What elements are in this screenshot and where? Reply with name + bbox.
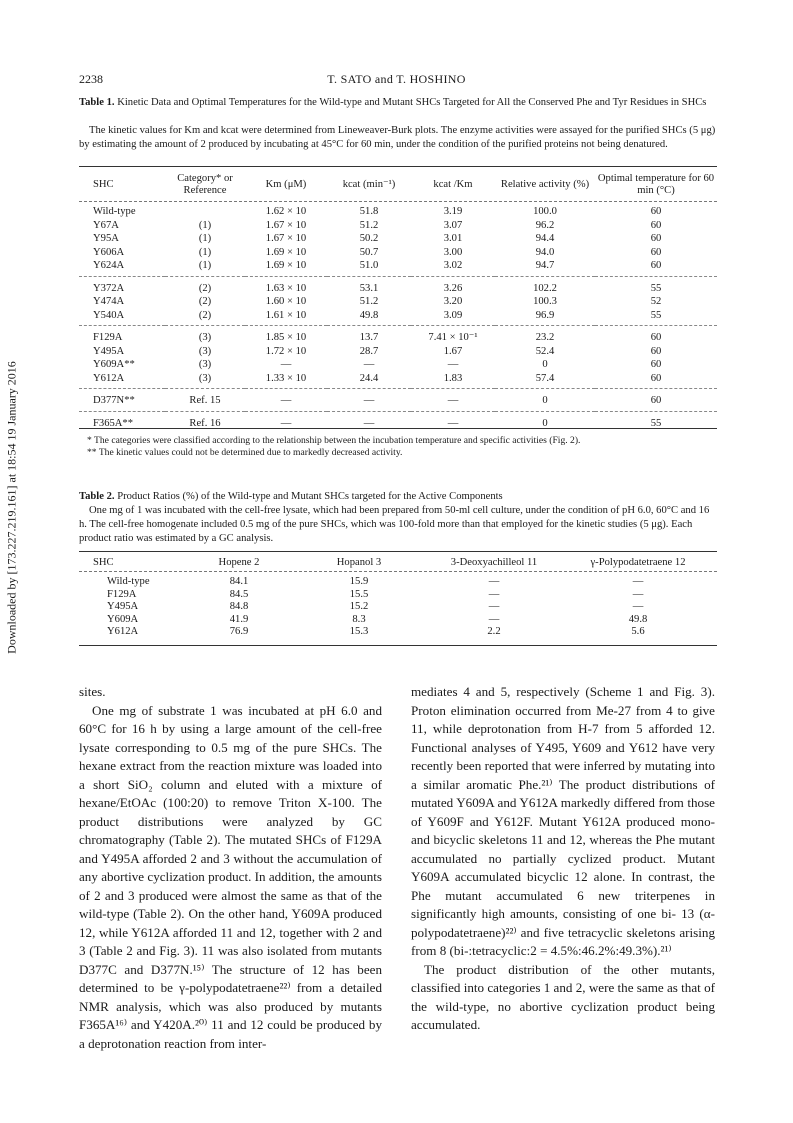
body-paragraph: The product distribution of the other mutants, classified into categories 1 and 2, were the same as that of the wild-type, no abortive cyclization product being accumulated.: [411, 961, 715, 1032]
table2-cell: 49.8: [628, 613, 648, 625]
table1-cell: —: [447, 359, 459, 370]
table1-cell: (3): [198, 359, 212, 370]
table1-cell: 7.41 × 10⁻¹: [428, 332, 478, 343]
table1-cell: 51.2: [359, 296, 379, 307]
table2-row: [79, 626, 717, 639]
table2-caption: [79, 490, 719, 504]
table1-header-cell: kcat (min⁻¹): [342, 179, 396, 190]
table1-cell: 28.7: [359, 345, 379, 357]
table2-cell: —: [488, 588, 500, 600]
table2-row: [79, 589, 717, 602]
table1-cell: 50.7: [359, 246, 379, 258]
table1-header-cell: Km (μM): [265, 179, 307, 190]
table2-cell: 15.2: [349, 601, 369, 612]
table1-cell: 60: [650, 246, 662, 258]
table2-label: Table 2.: [79, 491, 115, 502]
table1-cell: 96.9: [495, 309, 595, 326]
table1-cell: 60: [650, 345, 662, 357]
table2-cell: —: [488, 576, 500, 587]
table1-note: The kinetic values for Km and kcat were determined from Lineweaver-Burk plots. The enzyme activities were assayed for the purified SHCs (5 μg) by estimating the amount of 2 produced by incubating at 45°C for 60 min, under the condition of the purified proteins not being denatured.: [79, 125, 716, 150]
table1-cell: 1.63 × 10: [265, 282, 307, 294]
table1-bottom-rule: [79, 428, 717, 429]
table1-cell: 94.7: [495, 259, 595, 276]
table2-row: [79, 601, 717, 614]
table1-cell: —: [245, 389, 327, 412]
table1-cell: 0: [542, 359, 548, 370]
table1-cell: Y624A: [79, 259, 165, 276]
table1-header-cell: Relative activity (%): [500, 179, 590, 190]
table1-cell: —: [363, 417, 375, 429]
table2-row: [79, 571, 717, 589]
table1-header-cell: kcat /Km: [433, 179, 473, 190]
table1-cell: 51.8: [359, 206, 379, 217]
table1-cell: Ref. 16: [189, 417, 221, 429]
table1-cell: Y474A: [93, 296, 125, 307]
table2-cell: Y612A: [107, 626, 139, 637]
table2-cell: —: [488, 601, 500, 612]
table1-row: [79, 389, 717, 412]
table2-row: [79, 614, 717, 627]
right-column: [411, 683, 715, 1035]
table1-cell: 55: [595, 309, 717, 326]
table1-cell: 100.0: [533, 206, 557, 217]
table1-cell: 1.61 × 10: [245, 309, 327, 326]
table1-cell: 60: [650, 359, 662, 370]
table1-cell: (1): [198, 233, 212, 244]
table1-cell: 52.4: [535, 345, 555, 357]
table1-cell: 49.8: [327, 309, 411, 326]
table1-cell: 3.00: [443, 246, 463, 258]
table1-cell: 3.26: [443, 282, 463, 294]
table1-top-rule: [79, 166, 717, 167]
table1-cell: 1.72 × 10: [265, 345, 307, 357]
table2-cell: —: [632, 601, 644, 612]
table1-cell: 1.67 × 10: [265, 219, 307, 231]
table1-row: [79, 345, 717, 359]
table1-cell: 3.01: [443, 233, 463, 244]
table1-cell: —: [327, 389, 411, 412]
table1-cell: 60: [650, 332, 662, 343]
table1-cell: 1.69 × 10: [265, 246, 307, 258]
table1-cell: 60: [595, 259, 717, 276]
table1-cell: 13.7: [359, 332, 379, 343]
table1-cell: (3): [165, 372, 245, 389]
table1-cell: (2): [198, 282, 212, 294]
table1-header-cell: Category* or Reference: [177, 173, 233, 196]
table1-cell: 24.4: [327, 372, 411, 389]
table1-cell: 1.62 × 10: [265, 206, 307, 217]
table1-row: [79, 200, 717, 219]
table1-cell: (1): [198, 246, 212, 258]
table1-cell: D377N**: [79, 389, 165, 412]
table2-cell: 76.9: [229, 626, 249, 637]
table1-cell: F365A**: [93, 417, 134, 429]
table2-cell: 84.1: [229, 576, 249, 587]
table1-cell: 3.07: [443, 219, 463, 231]
table2-cell: —: [632, 576, 644, 587]
table1-cell: 60: [595, 372, 717, 389]
table1-cell: 1.85 × 10: [265, 332, 307, 343]
table1-cell: 50.2: [359, 233, 379, 244]
table1-cell: —: [280, 417, 292, 429]
table1-row: [79, 246, 717, 260]
table1-row: [79, 372, 717, 389]
table1-row: [79, 259, 717, 276]
table1-cell: Y606A: [93, 246, 125, 258]
table1-cell: Y609A**: [93, 359, 135, 370]
table1-cell: Y540A: [79, 309, 165, 326]
table1-row: [79, 295, 717, 309]
table1-label: Table 1.: [79, 97, 115, 108]
table1-cell: 1.83: [411, 372, 495, 389]
table1-cell: (1): [198, 219, 212, 231]
table1-cell: 94.4: [535, 233, 555, 244]
table1-cell: (3): [198, 332, 212, 343]
table1-footnote-1: * The categories were classified according to the relationship between the incubation temperature and specific activities (Fig. 2).: [87, 435, 581, 446]
table2: [79, 555, 717, 639]
table2-cell: 8.3: [352, 613, 366, 625]
table1-cell: 60: [595, 389, 717, 412]
running-head: T. SATO and T. HOSHINO: [327, 72, 466, 86]
table1-cell: 94.0: [535, 246, 555, 258]
table1-row: [79, 276, 717, 295]
table2-header-cell: 3-Deoxyachilleol 11: [450, 557, 538, 569]
table1-cell: 3.02: [411, 259, 495, 276]
table1-cell: —: [411, 389, 495, 412]
table1-cell: 3.20: [443, 296, 463, 307]
table2-cell: 84.8: [229, 601, 249, 612]
table2-header-cell: γ-Polypodatetraene 12: [590, 557, 686, 569]
table1-footnote-2: ** The kinetic values could not be determined due to markedly decreased activity.: [87, 447, 403, 458]
table1-cell: 3.19: [443, 206, 463, 217]
table2-cell: 15.5: [349, 588, 369, 600]
table1-cell: 100.3: [533, 296, 557, 307]
table2-cell: 15.9: [349, 576, 369, 587]
table1-cell: Y612A: [79, 372, 165, 389]
body-paragraph: One mg of substrate 1 was incubated at pH 6.0 and 60°C for 16 h by using a large amount of the cell-free lysate corresponding to 0.5 mg of the pure SHCs. The hexane extract from the reaction mixture was loaded into a short SiO₂ column and eluted with a mixture of hexane/EtOAc (100:20) to remove Triton X-100. The product distributions were analyzed by GC chromatography (Table 2). The mutated SHCs of F129A and Y495A afforded 2 and 3 without the accumulation of any abortive cyclization product. In addition, the amounts of 2 and 3 produced were almost the same as that of the wild-type (Table 2). On the other hand, Y609A produced 12, while Y612A afforded 11 and 12, together with 2 and 3 (Table 2 and Fig. 3). 11 was also isolated from mutants D377C and D377N.¹⁵⁾ The structure of 12 has been determined to be γ-polypodatetraene²²⁾ from a detailed NMR analysis, which was also produced by mutants F365A¹⁶⁾ and Y420A.²⁰⁾ 11 and 12 could be produced by a deprotonation reaction from inter-: [79, 702, 382, 1051]
table1-cell: (1): [165, 259, 245, 276]
table1-header-cell: SHC: [93, 179, 114, 190]
table2-header-cell: Hopene 2: [218, 557, 260, 569]
table1: [79, 170, 717, 430]
table1-cell: 60: [650, 219, 662, 231]
table1-cell: (2): [165, 309, 245, 326]
table1-cell: 51.2: [359, 219, 379, 231]
table1-row: [79, 219, 717, 233]
table1-cell: Y95A: [93, 233, 119, 244]
table1-cell: Y372A: [93, 282, 125, 294]
table1-cell: Y495A: [93, 345, 125, 357]
table1-row: [79, 232, 717, 246]
body-paragraph: mediates 4 and 5, respectively (Scheme 1 and Fig. 3). Proton elimination occurred from Me-27 from 4 to give 11, while deprotonation from H-7 from 5 afforded 12. Functional analyses of Y495, Y609 and Y612 have very recently been reported that were inferred by mutating into a similar aromatic Phe.²¹⁾ The product distributions of mutated Y609A and Y612A markedly differed from those of Y609F and Y612F. Mutant Y612A produced mono- and bicyclic skeletons 11 and 12, whereas the Phe mutant accumulated no partially cyclized product. Mutant Y609A accumulated bicyclic 12 alone. In contrast, the Phe mutant accumulated 6 new triterpenes in significantly high amounts, consisting of one bi- 13 (α-polypodatetraene)²²⁾ and five tetracyclic skeletons arising from 8 (bi-:tetracyclic:2 = 4.5%:46.2%:49.3%).²¹⁾: [411, 684, 715, 958]
table2-top-rule: [79, 551, 717, 552]
table1-cell: 60: [650, 206, 662, 217]
table2-cell: 2.2: [487, 626, 501, 637]
table1-cell: 55: [650, 282, 662, 294]
table1-cell: —: [280, 359, 292, 370]
table1-cell: 60: [650, 233, 662, 244]
table2-cell: 15.3: [349, 626, 369, 637]
table2-cell: —: [488, 613, 500, 625]
table1-row: [79, 326, 717, 345]
left-column: [79, 683, 382, 1053]
table2-cell: 41.9: [229, 613, 249, 625]
table1-cell: 51.0: [327, 259, 411, 276]
table1-cell: 53.1: [359, 282, 379, 294]
table1-cell: —: [363, 359, 375, 370]
table2-cell: 5.6: [631, 626, 645, 637]
table1-cell: Y67A: [93, 219, 119, 231]
table1-cell: 1.67: [443, 345, 463, 357]
table2-bottom-rule: [79, 645, 717, 646]
table2-header-cell: Hopanol 3: [336, 557, 382, 569]
table2-cell: Y495A: [107, 601, 139, 612]
table2-note: One mg of 1 was incubated with the cell-free lysate, which had been prepared from 50-ml cell culture, under the condition of pH 6.0, 60°C and 16 h. The cell-free homogenate included 0.5 mg of the pure SHCs, which was 100-fold more than that employed for the kinetic studies (5 μg). Each product ratio was estimated by a GC analysis.: [79, 505, 710, 544]
table1-cell: 3.09: [411, 309, 495, 326]
table1-cell: 0: [495, 389, 595, 412]
table1-cell: Ref. 15: [165, 389, 245, 412]
table2-header-cell: SHC: [93, 557, 114, 569]
table1-cell: 1.33 × 10: [245, 372, 327, 389]
table1-cell: (3): [198, 345, 212, 357]
body-paragraph: sites.: [79, 684, 106, 699]
table2-cell: F129A: [107, 588, 137, 600]
table1-cell: 55: [650, 417, 662, 429]
table1-cell: 102.2: [533, 282, 557, 294]
table1-row: [79, 358, 717, 372]
table1-cell: 23.2: [535, 332, 555, 343]
table1-row: [79, 309, 717, 326]
table2-title: Product Ratios (%) of the Wild-type and Mutant SHCs targeted for the Active Components: [117, 491, 503, 502]
table1-header-cell: Optimal temperature for 60 min (°C): [597, 173, 715, 196]
table1-cell: 1.67 × 10: [265, 233, 307, 244]
table1-cell: 0: [542, 417, 548, 429]
table1-cell: 1.60 × 10: [265, 296, 307, 307]
table1-caption: [79, 96, 719, 110]
table2-cell: —: [632, 588, 644, 600]
page-number: 2238: [79, 72, 103, 86]
table2-cell: 84.5: [229, 588, 249, 600]
table1-cell: (2): [198, 296, 212, 307]
table1-cell: F129A: [93, 332, 123, 343]
table1-cell: —: [447, 417, 459, 429]
table1-title: Kinetic Data and Optimal Temperatures for the Wild-type and Mutant SHCs Targeted for All the Conserved Phe and Tyr Residues in SHCs: [117, 97, 707, 108]
table1-cell: [165, 200, 245, 219]
table2-cell: Wild-type: [107, 576, 150, 587]
table1-cell: 96.2: [535, 219, 555, 231]
table1-cell: 1.69 × 10: [245, 259, 327, 276]
table2-cell: Y609A: [107, 613, 139, 625]
table1-cell: 52: [650, 296, 662, 307]
table1-cell: 57.4: [495, 372, 595, 389]
download-watermark: Downloaded by [173.227.219.161] at 18:54 19 January 2016: [4, 361, 19, 654]
table1-cell: Wild-type: [93, 206, 136, 217]
